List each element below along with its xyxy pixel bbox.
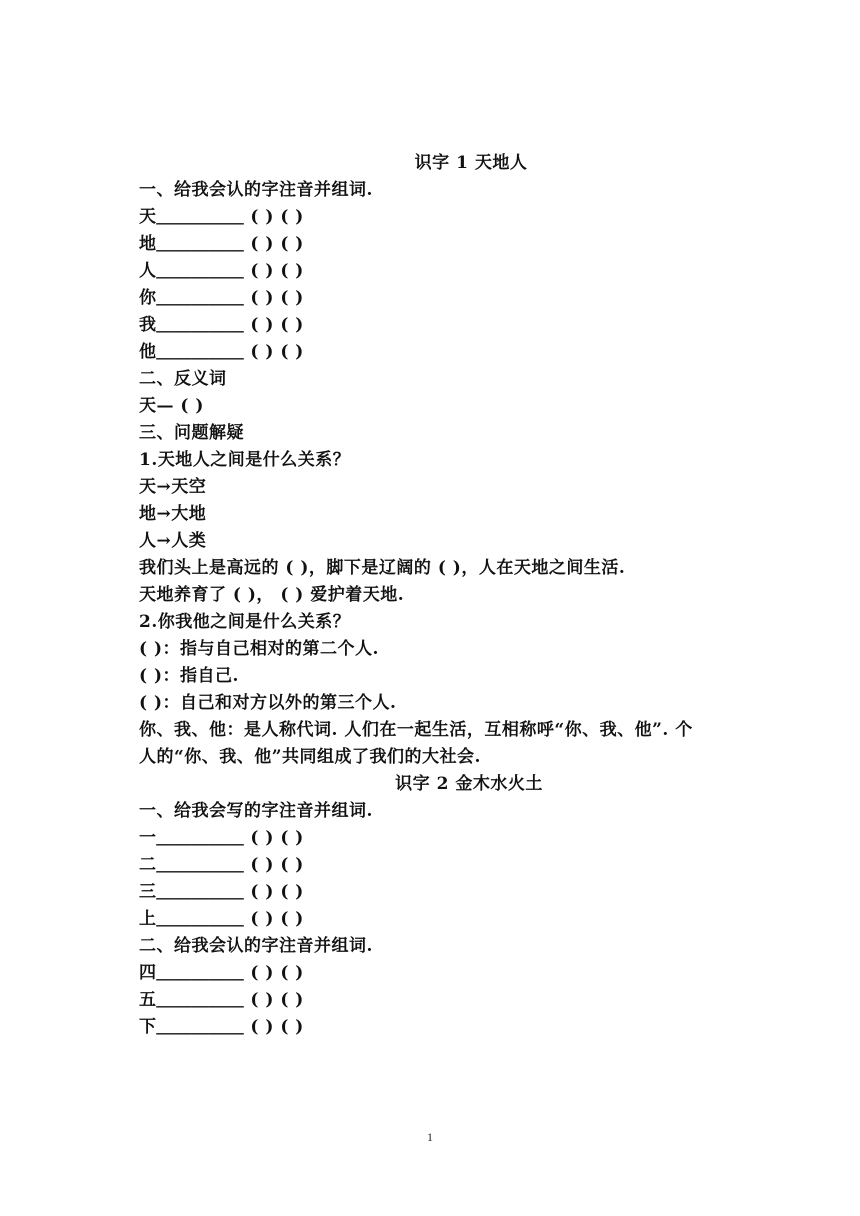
section-1-q1-item: 你＿＿＿＿＿ ( ) ( ) xyxy=(139,288,304,308)
section-1-q3-paragraph-line-1: 你、我、他：是人称代词. 人们在一起生活，互相称呼“你、我、他”. 个 xyxy=(139,720,693,740)
section-1-question-1-heading: 一、给我会认的字注音并组词. xyxy=(139,180,373,200)
section-2-title: 识字 2 金木水火土 xyxy=(395,774,543,794)
section-2-q1-item: 一＿＿＿＿＿ ( ) ( ) xyxy=(139,828,304,848)
section-2-question-2-heading: 二、给我会认的字注音并组词. xyxy=(139,936,373,956)
section-1-q3-paragraph-line-2: 人的“你、我、他”共同组成了我们的大社会. xyxy=(139,747,481,767)
section-2-q2-item: 下＿＿＿＿＿ ( ) ( ) xyxy=(139,1017,304,1037)
section-1-question-2-heading: 二、反义词 xyxy=(139,369,227,389)
section-1-question-3-heading: 三、问题解疑 xyxy=(139,423,244,443)
section-1-q2-item: 天— ( ) xyxy=(139,396,204,416)
section-2-q2-item: 五＿＿＿＿＿ ( ) ( ) xyxy=(139,990,304,1010)
section-1-q3-fill-2: 天地养育了 ( )， ( ) 爱护着天地. xyxy=(139,585,405,605)
section-1-q3-sub-question-2: 2.你我他之间是什么关系？ xyxy=(139,612,351,632)
section-1-title: 识字 1 天地人 xyxy=(414,153,528,173)
section-1-q3-sub-question-1: 1.天地人之间是什么关系？ xyxy=(139,450,351,470)
section-2-q1-item: 二＿＿＿＿＿ ( ) ( ) xyxy=(139,855,304,875)
page-number: 1 xyxy=(427,1130,433,1144)
worksheet-content xyxy=(139,150,799,1041)
section-1-q1-item: 人＿＿＿＿＿ ( ) ( ) xyxy=(139,261,304,281)
section-1-q3-sub1-line: 人→人类 xyxy=(139,531,207,551)
section-2-q1-item: 三＿＿＿＿＿ ( ) ( ) xyxy=(139,882,304,902)
section-1-q1-item: 我＿＿＿＿＿ ( ) ( ) xyxy=(139,315,304,335)
section-1-q3-sub2-line: ( )：指与自己相对的第二个人. xyxy=(139,639,379,659)
section-1-q3-fill-1: 我们头上是高远的 ( )，脚下是辽阔的 ( )，人在天地之间生活. xyxy=(139,558,626,578)
section-1-q3-sub2-line: ( )：自己和对方以外的第三个人. xyxy=(139,693,397,713)
section-2-q2-item: 四＿＿＿＿＿ ( ) ( ) xyxy=(139,963,304,983)
section-1-q3-sub1-line: 地→大地 xyxy=(139,504,207,524)
section-1-q1-item: 地＿＿＿＿＿ ( ) ( ) xyxy=(139,234,304,254)
section-1-q3-sub1-line: 天→天空 xyxy=(139,477,207,497)
section-2-question-1-heading: 一、给我会写的字注音并组词. xyxy=(139,801,373,821)
section-2-q1-item: 上＿＿＿＿＿ ( ) ( ) xyxy=(139,909,304,929)
section-1-q3-sub2-line: ( )：指自己. xyxy=(139,666,239,686)
section-1-q1-item: 天＿＿＿＿＿ ( ) ( ) xyxy=(139,207,304,227)
section-1-q1-item: 他＿＿＿＿＿ ( ) ( ) xyxy=(139,342,304,362)
